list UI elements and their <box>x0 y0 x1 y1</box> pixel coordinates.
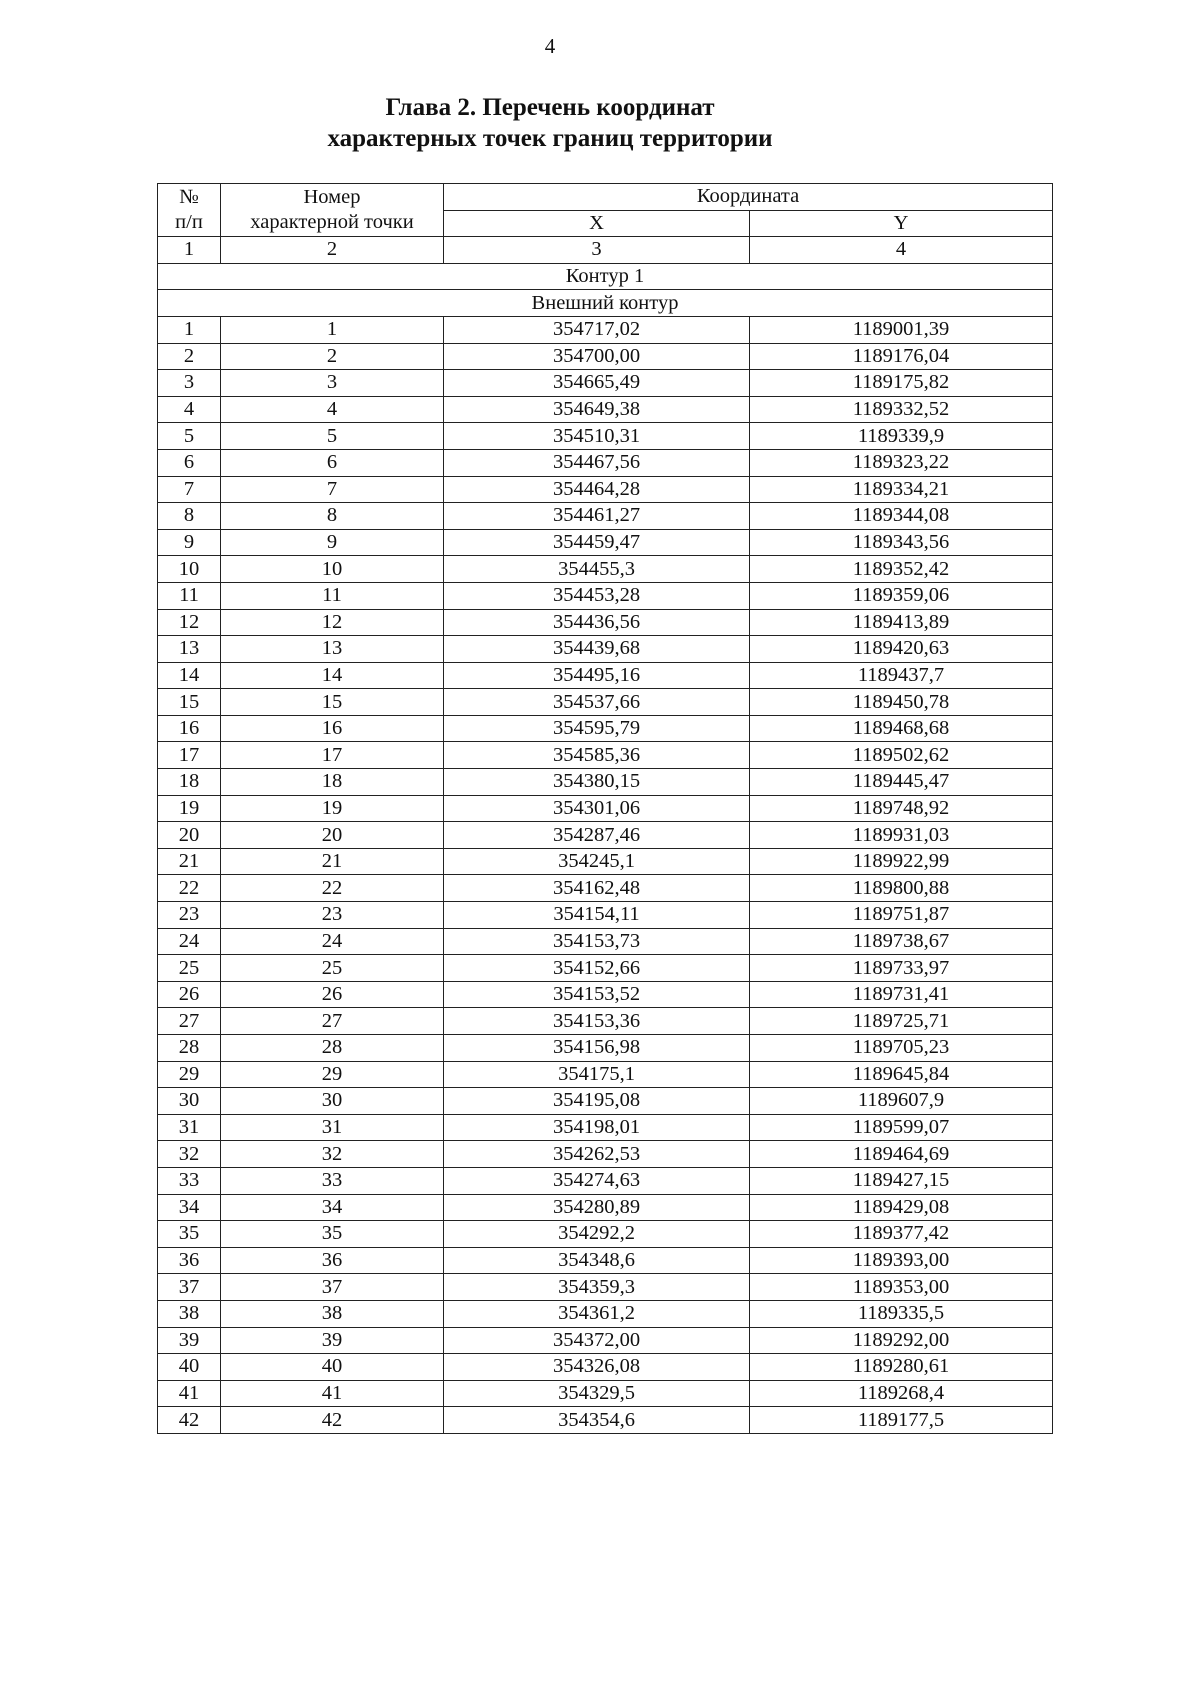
y-coordinate-cell: 1189335,5 <box>750 1300 1053 1327</box>
point-number-cell: 25 <box>221 955 444 982</box>
x-coordinate-cell: 354510,31 <box>444 423 750 450</box>
table-row <box>158 1247 1053 1274</box>
table-row <box>158 1354 1053 1381</box>
table-row <box>158 423 1053 450</box>
row-index-cell: 1 <box>158 316 221 343</box>
column-number-row <box>158 237 1053 264</box>
row-index-cell: 35 <box>158 1221 221 1248</box>
x-coordinate-cell: 354459,47 <box>444 529 750 556</box>
x-coordinate-cell: 354354,6 <box>444 1407 750 1434</box>
x-coordinate-cell: 354372,00 <box>444 1327 750 1354</box>
row-index-cell: 22 <box>158 875 221 902</box>
y-coordinate-cell: 1189332,52 <box>750 396 1053 423</box>
y-coordinate-cell: 1189437,7 <box>750 662 1053 689</box>
x-coordinate-cell: 354195,08 <box>444 1088 750 1115</box>
row-index-cell: 17 <box>158 742 221 769</box>
table-row <box>158 449 1053 476</box>
x-coordinate-cell: 354467,56 <box>444 449 750 476</box>
row-index-cell: 20 <box>158 822 221 849</box>
y-coordinate-cell: 1189445,47 <box>750 769 1053 796</box>
point-number-cell: 22 <box>221 875 444 902</box>
row-index-cell: 34 <box>158 1194 221 1221</box>
row-index-cell: 40 <box>158 1354 221 1381</box>
table-row <box>158 503 1053 530</box>
column-number: 3 <box>444 237 750 264</box>
x-coordinate-cell: 354665,49 <box>444 370 750 397</box>
y-coordinate-cell: 1189748,92 <box>750 795 1053 822</box>
x-coordinate-cell: 354495,16 <box>444 662 750 689</box>
x-coordinate-cell: 354153,73 <box>444 928 750 955</box>
row-index-cell: 16 <box>158 715 221 742</box>
point-number-cell: 41 <box>221 1380 444 1407</box>
y-coordinate-cell: 1189731,41 <box>750 981 1053 1008</box>
header-row-1 <box>158 184 1053 211</box>
table-row <box>158 556 1053 583</box>
row-index-cell: 39 <box>158 1327 221 1354</box>
row-index-cell: 30 <box>158 1088 221 1115</box>
table-row <box>158 981 1053 1008</box>
x-coordinate-cell: 354453,28 <box>444 582 750 609</box>
contour-label: Контур 1 <box>158 263 1053 290</box>
table-row <box>158 1141 1053 1168</box>
y-coordinate-cell: 1189323,22 <box>750 449 1053 476</box>
point-number-cell: 2 <box>221 343 444 370</box>
x-coordinate-cell: 354156,98 <box>444 1035 750 1062</box>
point-number-cell: 18 <box>221 769 444 796</box>
table-row <box>158 370 1053 397</box>
x-coordinate-cell: 354359,3 <box>444 1274 750 1301</box>
x-coordinate-cell: 354152,66 <box>444 955 750 982</box>
point-number-cell: 32 <box>221 1141 444 1168</box>
column-number: 2 <box>221 237 444 264</box>
column-number: 4 <box>750 237 1053 264</box>
point-number-cell: 16 <box>221 715 444 742</box>
x-coordinate-cell: 354436,56 <box>444 609 750 636</box>
table-row <box>158 1407 1053 1434</box>
point-number-cell: 20 <box>221 822 444 849</box>
x-coordinate-cell: 354301,06 <box>444 795 750 822</box>
table-row <box>158 1114 1053 1141</box>
contour-row <box>158 263 1053 290</box>
x-coordinate-cell: 354154,11 <box>444 902 750 929</box>
point-number-cell: 19 <box>221 795 444 822</box>
y-coordinate-cell: 1189353,00 <box>750 1274 1053 1301</box>
x-coordinate-cell: 354595,79 <box>444 715 750 742</box>
row-index-cell: 15 <box>158 689 221 716</box>
table-row <box>158 1035 1053 1062</box>
y-coordinate-cell: 1189377,42 <box>750 1221 1053 1248</box>
x-coordinate-cell: 354717,02 <box>444 316 750 343</box>
y-coordinate-cell: 1189343,56 <box>750 529 1053 556</box>
outer-contour-row <box>158 290 1053 317</box>
point-number-cell: 29 <box>221 1061 444 1088</box>
page-title <box>0 92 1100 154</box>
column-number: 1 <box>158 237 221 264</box>
row-index-cell: 13 <box>158 636 221 663</box>
table-row <box>158 609 1053 636</box>
point-number-cell: 30 <box>221 1088 444 1115</box>
point-number-cell: 6 <box>221 449 444 476</box>
page-number: 4 <box>544 34 556 58</box>
point-number-cell: 27 <box>221 1008 444 1035</box>
point-number-cell: 42 <box>221 1407 444 1434</box>
y-coordinate-cell: 1189751,87 <box>750 902 1053 929</box>
x-coordinate-cell: 354348,6 <box>444 1247 750 1274</box>
row-index-cell: 12 <box>158 609 221 636</box>
point-number-cell: 26 <box>221 981 444 1008</box>
point-number-cell: 24 <box>221 928 444 955</box>
point-number-cell: 11 <box>221 582 444 609</box>
y-coordinate-cell: 1189738,67 <box>750 928 1053 955</box>
y-coordinate-cell: 1189922,99 <box>750 848 1053 875</box>
table-row <box>158 955 1053 982</box>
point-number-cell: 40 <box>221 1354 444 1381</box>
row-index-cell: 27 <box>158 1008 221 1035</box>
row-index-cell: 41 <box>158 1380 221 1407</box>
header-coordinate: Координата <box>444 184 1053 211</box>
row-index-cell: 38 <box>158 1300 221 1327</box>
point-number-cell: 38 <box>221 1300 444 1327</box>
x-coordinate-cell: 354198,01 <box>444 1114 750 1141</box>
table-row <box>158 1380 1053 1407</box>
y-coordinate-cell: 1189393,00 <box>750 1247 1053 1274</box>
y-coordinate-cell: 1189427,15 <box>750 1167 1053 1194</box>
row-index-cell: 33 <box>158 1167 221 1194</box>
x-coordinate-cell: 354700,00 <box>444 343 750 370</box>
y-coordinate-cell: 1189420,63 <box>750 636 1053 663</box>
table-row <box>158 343 1053 370</box>
table-row <box>158 822 1053 849</box>
y-coordinate-cell: 1189339,9 <box>750 423 1053 450</box>
point-number-cell: 34 <box>221 1194 444 1221</box>
table-row <box>158 1194 1053 1221</box>
row-index-cell: 24 <box>158 928 221 955</box>
table-row <box>158 1167 1053 1194</box>
table-row <box>158 742 1053 769</box>
table-row <box>158 1300 1053 1327</box>
row-index-cell: 9 <box>158 529 221 556</box>
x-coordinate-cell: 354245,1 <box>444 848 750 875</box>
title-line-2: характерных точек границ территории <box>327 125 773 152</box>
row-index-cell: 23 <box>158 902 221 929</box>
y-coordinate-cell: 1189334,21 <box>750 476 1053 503</box>
y-coordinate-cell: 1189705,23 <box>750 1035 1053 1062</box>
row-index-cell: 14 <box>158 662 221 689</box>
title-line-1: Глава 2. Перечень координат <box>385 94 715 121</box>
point-number-cell: 39 <box>221 1327 444 1354</box>
header-point-cell <box>221 184 444 237</box>
table-row <box>158 875 1053 902</box>
header-x: X <box>444 210 750 237</box>
row-index-cell: 18 <box>158 769 221 796</box>
x-coordinate-cell: 354274,63 <box>444 1167 750 1194</box>
row-index-cell: 19 <box>158 795 221 822</box>
table-row <box>158 848 1053 875</box>
y-coordinate-cell: 1189599,07 <box>750 1114 1053 1141</box>
y-coordinate-cell: 1189292,00 <box>750 1327 1053 1354</box>
table-row <box>158 476 1053 503</box>
x-coordinate-cell: 354455,3 <box>444 556 750 583</box>
row-index-cell: 7 <box>158 476 221 503</box>
table-row <box>158 689 1053 716</box>
x-coordinate-cell: 354175,1 <box>444 1061 750 1088</box>
coordinates-table <box>157 183 1053 1434</box>
x-coordinate-cell: 354153,36 <box>444 1008 750 1035</box>
x-coordinate-cell: 354329,5 <box>444 1380 750 1407</box>
point-number-cell: 8 <box>221 503 444 530</box>
point-number-cell: 31 <box>221 1114 444 1141</box>
x-coordinate-cell: 354537,66 <box>444 689 750 716</box>
point-number-cell: 10 <box>221 556 444 583</box>
point-number-cell: 21 <box>221 848 444 875</box>
table-row <box>158 529 1053 556</box>
outer-contour-label: Внешний контур <box>158 290 1053 317</box>
point-number-cell: 3 <box>221 370 444 397</box>
x-coordinate-cell: 354461,27 <box>444 503 750 530</box>
y-coordinate-cell: 1189468,68 <box>750 715 1053 742</box>
point-number-cell: 23 <box>221 902 444 929</box>
row-index-cell: 21 <box>158 848 221 875</box>
point-number-cell: 1 <box>221 316 444 343</box>
point-number-cell: 28 <box>221 1035 444 1062</box>
row-index-cell: 42 <box>158 1407 221 1434</box>
y-coordinate-cell: 1189607,9 <box>750 1088 1053 1115</box>
point-number-cell: 33 <box>221 1167 444 1194</box>
row-index-cell: 28 <box>158 1035 221 1062</box>
row-index-cell: 37 <box>158 1274 221 1301</box>
point-number-cell: 4 <box>221 396 444 423</box>
y-coordinate-cell: 1189800,88 <box>750 875 1053 902</box>
header-number-top: № <box>179 186 199 209</box>
y-coordinate-cell: 1189931,03 <box>750 822 1053 849</box>
x-coordinate-cell: 354380,15 <box>444 769 750 796</box>
y-coordinate-cell: 1189645,84 <box>750 1061 1053 1088</box>
x-coordinate-cell: 354162,48 <box>444 875 750 902</box>
point-number-cell: 14 <box>221 662 444 689</box>
row-index-cell: 2 <box>158 343 221 370</box>
x-coordinate-cell: 354292,2 <box>444 1221 750 1248</box>
point-number-cell: 12 <box>221 609 444 636</box>
table-row <box>158 636 1053 663</box>
row-index-cell: 6 <box>158 449 221 476</box>
x-coordinate-cell: 354361,2 <box>444 1300 750 1327</box>
point-number-cell: 9 <box>221 529 444 556</box>
x-coordinate-cell: 354153,52 <box>444 981 750 1008</box>
x-coordinate-cell: 354439,68 <box>444 636 750 663</box>
table-row <box>158 1221 1053 1248</box>
x-coordinate-cell: 354280,89 <box>444 1194 750 1221</box>
header-point-bottom: характерной точки <box>250 211 414 234</box>
header-y: Y <box>750 210 1053 237</box>
x-coordinate-cell: 354262,53 <box>444 1141 750 1168</box>
y-coordinate-cell: 1189001,39 <box>750 316 1053 343</box>
y-coordinate-cell: 1189464,69 <box>750 1141 1053 1168</box>
y-coordinate-cell: 1189280,61 <box>750 1354 1053 1381</box>
y-coordinate-cell: 1189429,08 <box>750 1194 1053 1221</box>
y-coordinate-cell: 1189352,42 <box>750 556 1053 583</box>
y-coordinate-cell: 1189733,97 <box>750 955 1053 982</box>
point-number-cell: 15 <box>221 689 444 716</box>
row-index-cell: 31 <box>158 1114 221 1141</box>
header-number-cell <box>158 184 221 237</box>
y-coordinate-cell: 1189359,06 <box>750 582 1053 609</box>
table-row <box>158 1088 1053 1115</box>
point-number-cell: 37 <box>221 1274 444 1301</box>
row-index-cell: 29 <box>158 1061 221 1088</box>
x-coordinate-cell: 354464,28 <box>444 476 750 503</box>
table-body <box>158 316 1053 1433</box>
table-row <box>158 1327 1053 1354</box>
x-coordinate-cell: 354287,46 <box>444 822 750 849</box>
y-coordinate-cell: 1189176,04 <box>750 343 1053 370</box>
table-row <box>158 1274 1053 1301</box>
table-row <box>158 316 1053 343</box>
table-row <box>158 1061 1053 1088</box>
table-row <box>158 1008 1053 1035</box>
point-number-cell: 7 <box>221 476 444 503</box>
point-number-cell: 5 <box>221 423 444 450</box>
row-index-cell: 5 <box>158 423 221 450</box>
point-number-cell: 13 <box>221 636 444 663</box>
y-coordinate-cell: 1189502,62 <box>750 742 1053 769</box>
y-coordinate-cell: 1189268,4 <box>750 1380 1053 1407</box>
table-row <box>158 902 1053 929</box>
y-coordinate-cell: 1189450,78 <box>750 689 1053 716</box>
table-row <box>158 928 1053 955</box>
table-row <box>158 582 1053 609</box>
row-index-cell: 8 <box>158 503 221 530</box>
table-row <box>158 396 1053 423</box>
point-number-cell: 17 <box>221 742 444 769</box>
y-coordinate-cell: 1189344,08 <box>750 503 1053 530</box>
point-number-cell: 35 <box>221 1221 444 1248</box>
x-coordinate-cell: 354585,36 <box>444 742 750 769</box>
y-coordinate-cell: 1189725,71 <box>750 1008 1053 1035</box>
y-coordinate-cell: 1189413,89 <box>750 609 1053 636</box>
row-index-cell: 3 <box>158 370 221 397</box>
row-index-cell: 25 <box>158 955 221 982</box>
table-row <box>158 795 1053 822</box>
row-index-cell: 26 <box>158 981 221 1008</box>
table-row <box>158 769 1053 796</box>
row-index-cell: 10 <box>158 556 221 583</box>
table-row <box>158 715 1053 742</box>
header-point-top: Номер <box>303 186 361 209</box>
y-coordinate-cell: 1189175,82 <box>750 370 1053 397</box>
x-coordinate-cell: 354649,38 <box>444 396 750 423</box>
x-coordinate-cell: 354326,08 <box>444 1354 750 1381</box>
row-index-cell: 36 <box>158 1247 221 1274</box>
table-row <box>158 662 1053 689</box>
row-index-cell: 32 <box>158 1141 221 1168</box>
y-coordinate-cell: 1189177,5 <box>750 1407 1053 1434</box>
point-number-cell: 36 <box>221 1247 444 1274</box>
header-number-bottom: п/п <box>175 211 203 234</box>
row-index-cell: 11 <box>158 582 221 609</box>
row-index-cell: 4 <box>158 396 221 423</box>
